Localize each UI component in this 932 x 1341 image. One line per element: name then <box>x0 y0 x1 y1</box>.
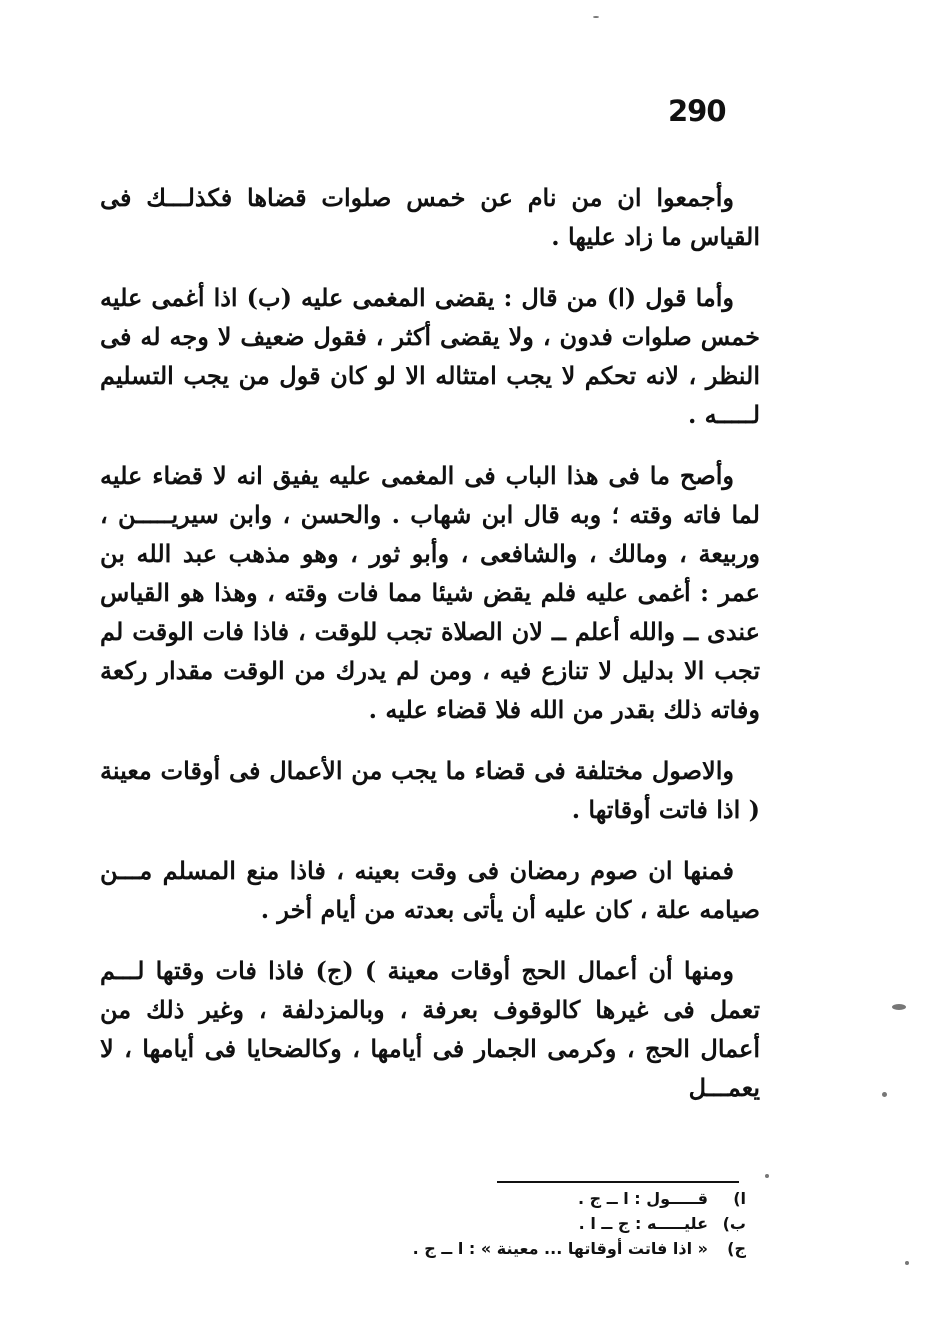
paragraph: ومنها أن أعمال الحج أوقات معينة ) (ج) فاذا فات وقتها لـــم تعمل فى غيرها كالوقوف بعرفة ، وبالمزدلفة ، وغير ذلك من أعمال الحج ، وكرمى الجمار فى أيامها ، وكالضحايا فى أيامها ، لا يعمـــل <box>100 956 760 1102</box>
footnotes <box>300 1186 746 1261</box>
paragraph: وأجمعوا ان من نام عن خمس صلوات قضاها فكذلـــك فى القياس ما زاد عليها . <box>100 183 760 251</box>
footnote-mark: ا) <box>733 1189 746 1208</box>
page-number: 290 <box>668 94 726 128</box>
scan-speck <box>892 1004 906 1010</box>
footnote-divider <box>497 1181 739 1183</box>
footnote <box>300 1186 746 1211</box>
footnote-mark: ب) <box>722 1214 746 1233</box>
footnote <box>300 1211 746 1236</box>
footnote-text: « اذا فاتت أوقاتها ... معينة » : ا ــ ج . <box>412 1239 708 1258</box>
footnote-text: عليـــــه : ج ــ ا . <box>578 1214 708 1233</box>
scan-speck <box>593 16 599 18</box>
main-text <box>100 178 760 1129</box>
paragraph: فمنها ان صوم رمضان فى وقت بعينه ، فاذا منع المسلم مـــن صيامه علة ، كان عليه أن يأتى بعدته من أيام أخر . <box>100 856 760 924</box>
scan-speck <box>882 1092 887 1097</box>
scan-speck <box>765 1174 769 1178</box>
footnote-mark: ج) <box>727 1239 746 1258</box>
paragraph: وأصح ما فى هذا الباب فى المغمى عليه يفيق انه لا قضاء عليه لما فاته وقته ؛ وبه قال ابن شهاب . والحسن ، وابن سيريـــــن ، وربيعة ، ومالك ، والشافعى ، وأبو ثور ، وهو مذهب عبد الله بن عمر : أغمى عليه فلم يقض شيئا مما فات وقته ، وهذا هو القياس عندى ــ والله أعلم ــ لان الصلاة تجب للوقت ، فاذا فات الوقت لم تجب الا بدليل لا تنازع فيه ، ومن لم يدرك من الوقت مقدار ركعة وفاته ذلك بقدر من الله فلا قضاء عليه . <box>100 461 760 724</box>
footnote <box>300 1236 746 1261</box>
scan-speck <box>905 1261 909 1265</box>
paragraph: وأما قول (ا) من قال : يقضى المغمى عليه (ب) اذا أغمى عليه خمس صلوات فدون ، ولا يقضى أكثر ، فقول ضعيف لا وجه له فى النظر ، لانه تحكم لا يجب امتثاله الا لو كان قول من يجب التسليم لـــــه . <box>100 283 760 429</box>
paragraph: والاصول مختلفة فى قضاء ما يجب من الأعمال فى أوقات معينة ( اذا فاتت أوقاتها . <box>100 756 760 824</box>
footnote-text: قـــــول : ا ــ ج . <box>577 1189 708 1208</box>
